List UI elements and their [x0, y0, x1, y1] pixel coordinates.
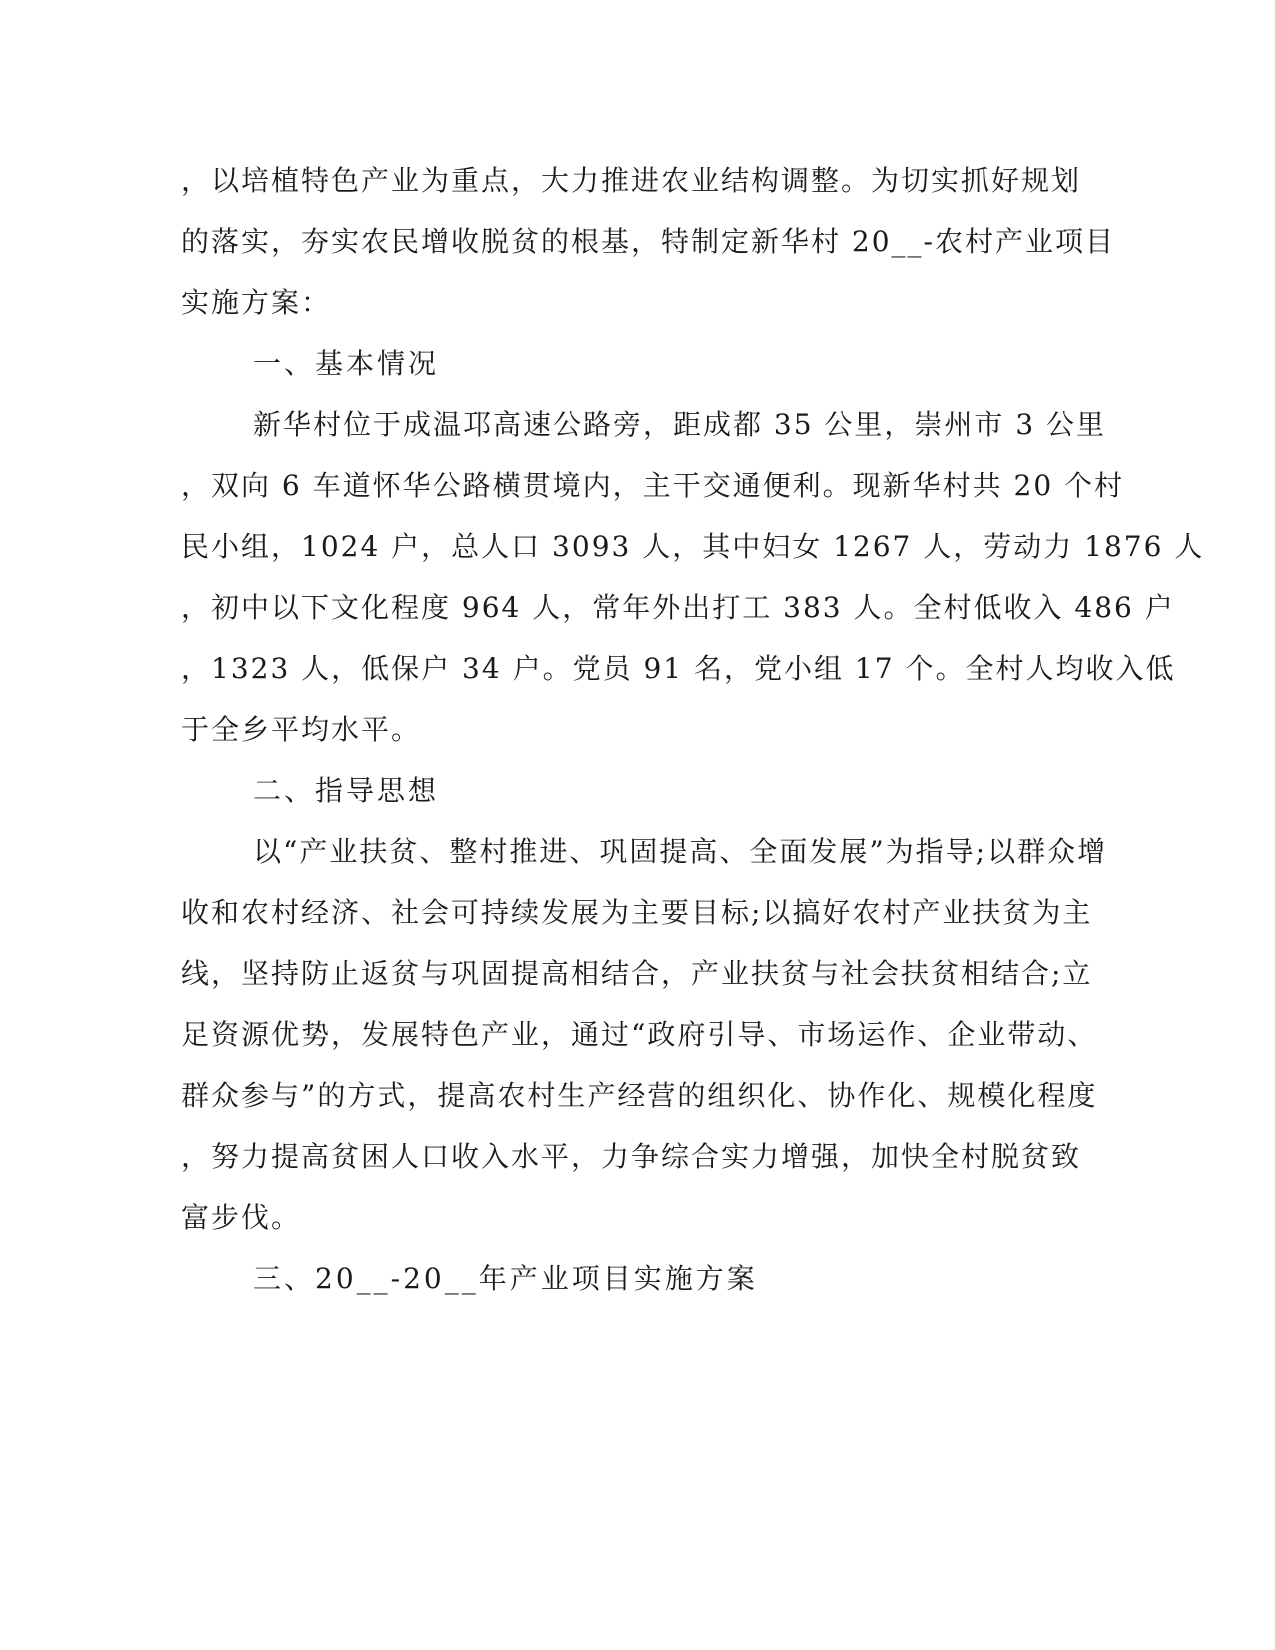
- paragraph-line: 新华村位于成温邛高速公路旁，距成都 35 公里，崇州市 3 公里: [253, 408, 1107, 441]
- paragraph-line: ，1323 人，低保户 34 户。党员 91 名，党小组 17 个。全村人均收入低: [181, 652, 1176, 685]
- paragraph-line: 足资源优势，发展特色产业，通过“政府引导、市场运作、企业带动、: [181, 1018, 1098, 1051]
- paragraph-line: 民小组，1024 户，总人口 3093 人，其中妇女 1267 人，劳动力 1876 人: [181, 530, 1205, 563]
- paragraph-line: 富步伐。: [181, 1201, 302, 1234]
- paragraph-line: ，双向 6 车道怀华公路横贯境内，主干交通便利。现新华村共 20 个村: [181, 469, 1125, 502]
- section-heading-project-plan: 三、20__-20__年产业项目实施方案: [253, 1262, 758, 1295]
- document-body: [181, 160, 1205, 1319]
- paragraph-line: ，以培植特色产业为重点，大力推进农业结构调整。为切实抓好规划: [181, 164, 1082, 197]
- paragraph-line: 群众参与”的方式，提高农村生产经营的组织化、协作化、规模化程度: [181, 1079, 1098, 1112]
- section-heading-basic-situation: 一、基本情况: [253, 347, 440, 380]
- paragraph-line: ，初中以下文化程度 964 人，常年外出打工 383 人。全村低收入 486 户: [181, 591, 1175, 624]
- paragraph-line: 的落实，夯实农民增收脱贫的根基，特制定新华村 20__-农村产业项目: [181, 225, 1115, 258]
- paragraph-line: 线，坚持防止返贫与巩固提高相结合，产业扶贫与社会扶贫相结合;立: [181, 957, 1093, 990]
- paragraph-line: ，努力提高贫困人口收入水平，力争综合实力增强，加快全村脱贫致: [181, 1140, 1082, 1173]
- paragraph-line: 收和农村经济、社会可持续发展为主要目标;以搞好农村产业扶贫为主: [181, 896, 1093, 929]
- paragraph-line: 于全乡平均水平。: [181, 713, 422, 746]
- section-heading-guiding-ideology: 二、指导思想: [253, 774, 440, 807]
- paragraph-line: 实施方案：: [181, 286, 332, 319]
- paragraph-line: 以“产业扶贫、整村推进、巩固提高、全面发展”为指导;以群众增: [253, 835, 1108, 868]
